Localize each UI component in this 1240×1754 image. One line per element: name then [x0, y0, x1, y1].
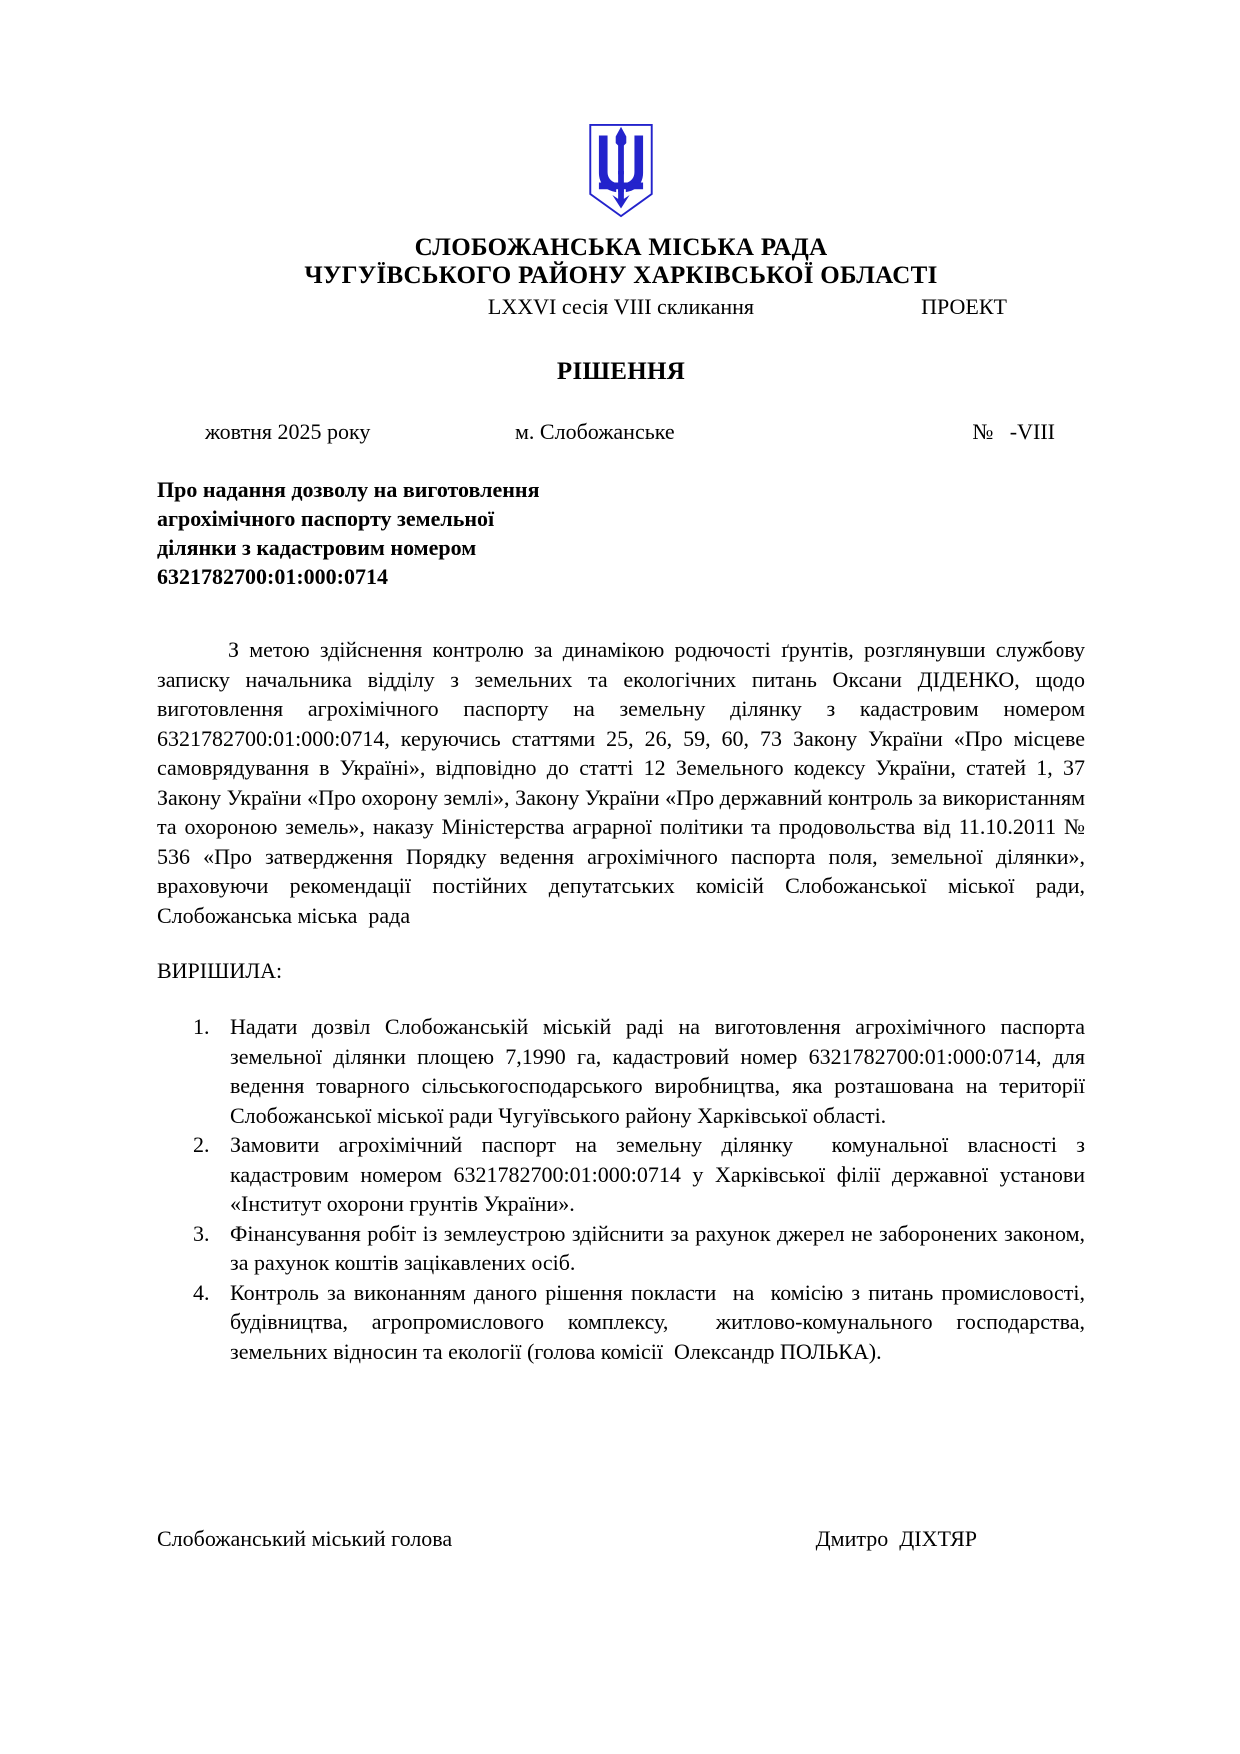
- resolution-text: Замовити агрохімічний паспорт на земельну ділянку комунальної власності з кадастровим номером 6321782700:01:000:0714 у Харківської філії державної установи «Інститут охорони грунтів України».: [230, 1132, 1085, 1216]
- subject-line: 6321782700:01:000:0714: [157, 564, 388, 589]
- resolution-text: Контроль за виконанням даного рішення покласти на комісію з питань промисловості, будівництва, агропромислового комплексу, житлово-комунального господарства, земельних відносин та екології (голова комісії Олександр ПОЛЬКА).: [230, 1279, 1085, 1364]
- subject-line: агрохімічного паспорту земельної: [157, 506, 495, 531]
- draft-label: ПРОЕКТ: [921, 294, 1007, 319]
- doc-type-heading: РІШЕННЯ: [556, 358, 686, 385]
- district-name: ЧУГУЇВСЬКОГО РАЙОНУ ХАРКІВСЬКОЇ ОБЛАСТІ: [304, 262, 938, 289]
- resolution-item: [157, 1278, 1085, 1367]
- meta-row: [157, 419, 1085, 445]
- signature-row: [157, 1526, 1085, 1552]
- emblem-wrap: [157, 123, 1085, 224]
- resolution-text: Фінансування робіт із землеустрою здійснити за рахунок джерел не заборонених законом, за рахунок коштів зацікавлених осіб.: [230, 1220, 1085, 1275]
- resolution-item: [157, 1219, 1085, 1278]
- resolution-text: Надати дозвіл Слобожанській міській раді на виготовлення агрохімічного паспорта земельної ділянки площею 7,1990 га, кадастровий номер 6321782700:01:000:0714, для ведення товарного сільськогосподарського виробництва, яка розташована на території Слобожанської міської ради Чугуївського району Харківської області.: [230, 1014, 1085, 1128]
- resolution-number: 3.: [193, 1220, 210, 1246]
- subject-line: ділянки з кадастровим номером: [157, 535, 477, 560]
- resolutions-list: [157, 1012, 1085, 1366]
- session-row: [157, 292, 1085, 322]
- resolution-number: 1.: [193, 1014, 210, 1039]
- doc-number: № -VIII: [972, 419, 1055, 444]
- doc-date: жовтня 2025 року: [205, 419, 371, 444]
- signer-title: Слобожанський міський голова: [157, 1526, 453, 1551]
- signer-name: Дмитро ДІХТЯР: [815, 1526, 977, 1551]
- resolution-item: [157, 1012, 1085, 1130]
- session-label: LXXVI сесія VIII скликання: [487, 294, 755, 319]
- council-name: СЛОБОЖАНСЬКА МІСЬКА РАДА: [414, 234, 828, 261]
- ukraine-trident-emblem-icon: [587, 206, 655, 223]
- resolution-number: 4.: [193, 1279, 210, 1305]
- preamble-paragraph: З метою здійснення контролю за динамікою родючості ґрунтів, розглянувши службову записку начальника відділу з земельних та екологічних питань Оксани ДІДЕНКО, щодо виготовлення агрохімічного паспорту на земельну ділянку з кадастровим номером 6321782700:01:000:0714, керуючись статтями 25, 26, 59, 60, 73 Закону України «Про місцеве самоврядування в Україні», відповідно до статті 12 Земельного кодексу України, статей 1, 37 Закону України «Про охорону землі», Закону України «Про державний контроль за використанням та охороною земель», наказу Міністерства аграрної політики та продовольства від 11.10.2011 № 536 «Про затвердження Порядку ведення агрохімічного паспорта поля, земельної ділянки», враховуючи рекомендації постійних депутатських комісій Слобожанської міської ради, Слобожанська міська рада: [157, 637, 1085, 928]
- subject-block: [157, 475, 1085, 591]
- resolution-number: 2.: [193, 1132, 210, 1157]
- resolved-heading: ВИРІШИЛА:: [157, 958, 283, 983]
- doc-place: м. Слобожанське: [515, 419, 675, 444]
- resolution-item: [157, 1130, 1085, 1219]
- subject-line: Про надання дозволу на виготовлення: [157, 477, 540, 502]
